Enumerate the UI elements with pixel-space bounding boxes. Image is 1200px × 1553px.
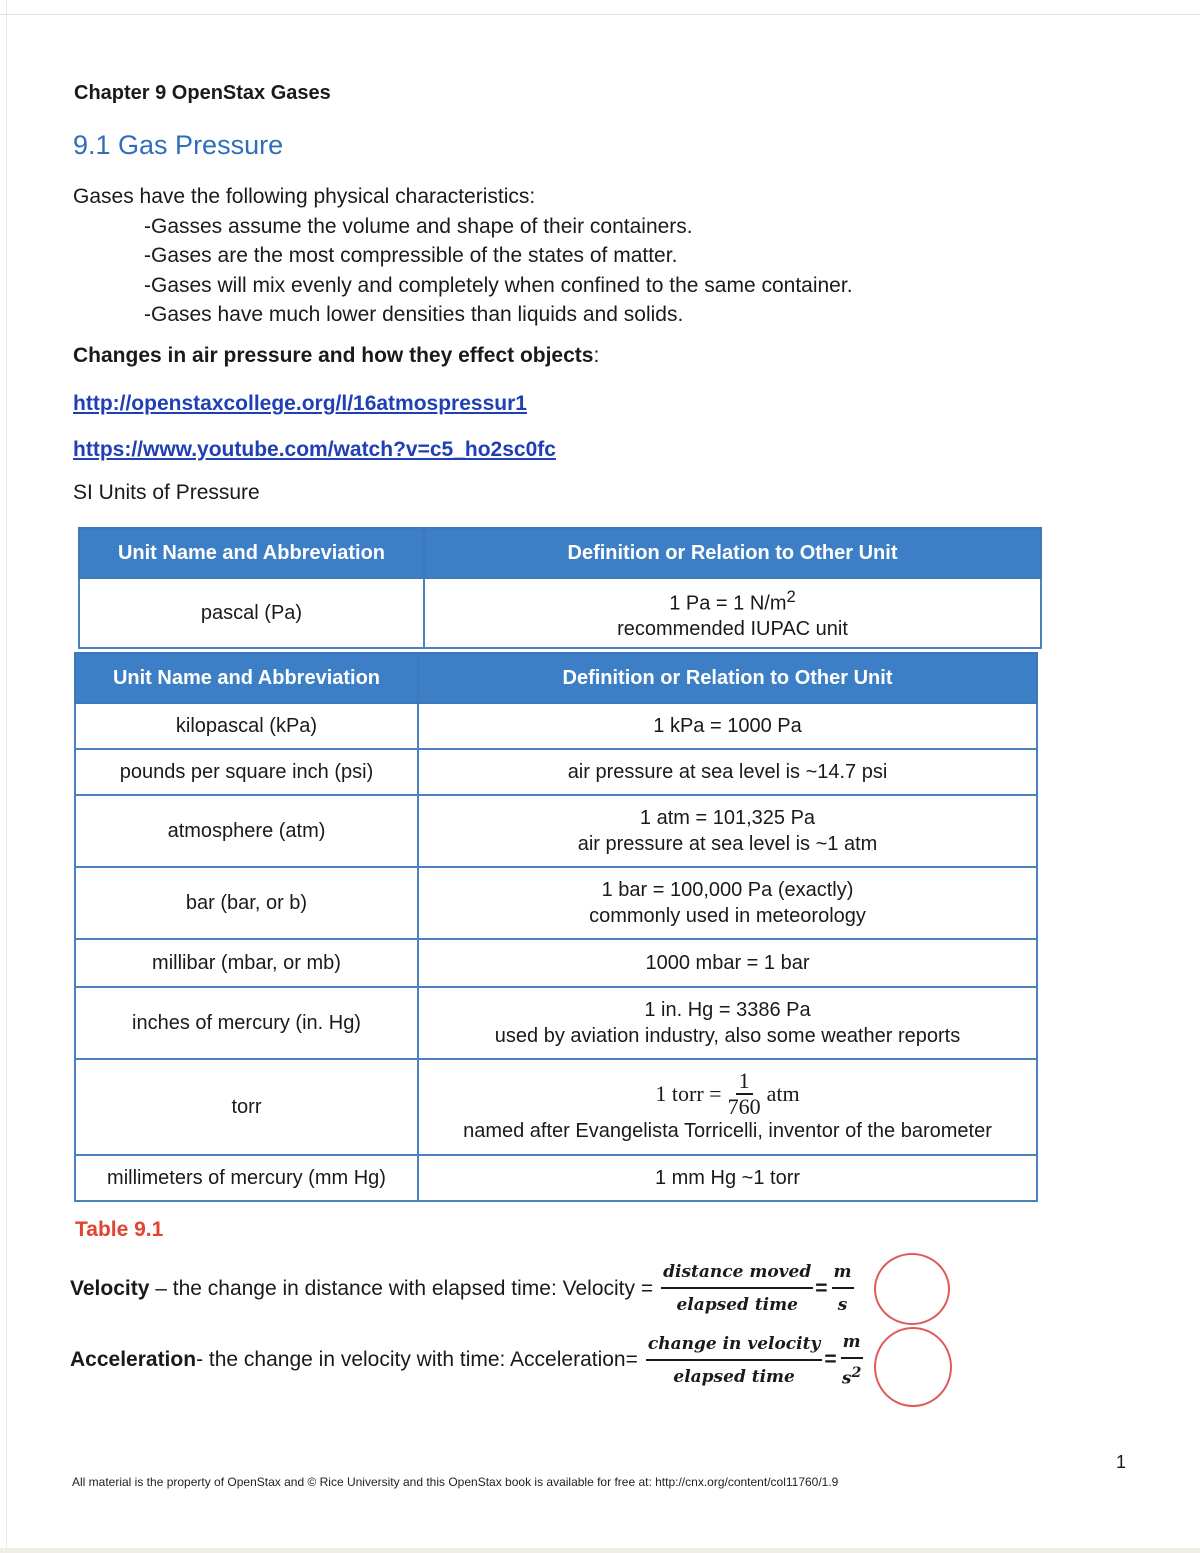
definition-cell — [418, 867, 1037, 939]
table-row — [75, 987, 1037, 1059]
definition-line1: 1 in. Hg = 3386 Pa — [644, 999, 811, 1021]
unit-cell: kilopascal (kPa) — [75, 703, 418, 749]
unit-cell: pounds per square inch (psi) — [75, 749, 418, 795]
table-row — [75, 1155, 1037, 1201]
changes-heading-colon: : — [593, 344, 600, 367]
torr-numerator: 1 — [736, 1070, 753, 1095]
definition-cell — [418, 703, 1037, 749]
characteristic-item: -Gasses assume the volume and shape of their containers. — [144, 214, 693, 238]
acceleration-numerator: change in velocity — [646, 1334, 822, 1361]
table-caption: Table 9.1 — [75, 1218, 164, 1241]
unit-cell: pascal (Pa) — [79, 578, 424, 648]
table-row — [75, 749, 1037, 795]
table-row — [75, 939, 1037, 987]
unit-cell: bar (bar, or b) — [75, 867, 418, 939]
unit-s: s — [841, 1368, 852, 1389]
characteristics-list — [73, 212, 853, 330]
definition-line1: air pressure at sea level is ~14.7 psi — [567, 761, 888, 783]
characteristic-item: -Gases have much lower densities than liquids and solids. — [144, 303, 684, 326]
torr-denominator: 760 — [727, 1094, 761, 1119]
definition-cell — [418, 1155, 1037, 1201]
acceleration-fraction — [646, 1334, 822, 1387]
table-row — [75, 1059, 1037, 1155]
definition-line2: used by aviation industry, also some weather reports — [494, 1025, 961, 1047]
torr-formula-lhs: 1 torr = — [655, 1081, 722, 1106]
scan-edge-bottom — [0, 1548, 1200, 1553]
definition-line2: commonly used in meteorology — [589, 905, 866, 927]
handwritten-circle — [874, 1253, 950, 1325]
velocity-unit-fraction — [832, 1262, 854, 1315]
si-units-table — [78, 527, 1042, 649]
table-row — [75, 867, 1037, 939]
definition-line1: 1 mm Hg ~1 torr — [654, 1167, 801, 1189]
torr-formula-unit: atm — [766, 1081, 800, 1106]
handwritten-circle — [874, 1327, 952, 1407]
definition-cell — [418, 795, 1037, 867]
acceleration-text: - the change in velocity with time: Acceleration= — [196, 1348, 638, 1372]
torr-formula — [425, 1070, 1030, 1118]
acceleration-unit-numerator: m — [841, 1332, 863, 1359]
velocity-definition — [70, 1262, 854, 1315]
chapter-title: Chapter 9 OpenStax Gases — [74, 82, 331, 104]
unit-cell: inches of mercury (in. Hg) — [75, 987, 418, 1059]
scan-edge-top — [0, 14, 1200, 15]
definition-line1: 1 atm = 101,325 Pa — [639, 807, 816, 829]
table-row — [75, 703, 1037, 749]
superscript: 2 — [786, 586, 796, 606]
column-header-definition: Definition or Relation to Other Unit — [424, 528, 1041, 578]
velocity-text: – the change in distance with elapsed time: Velocity = — [149, 1276, 654, 1300]
definition-line2: named after Evangelista Torricelli, inventor of the barometer — [463, 1120, 992, 1142]
column-header-unit: Unit Name and Abbreviation — [79, 528, 424, 578]
definition-cell — [418, 749, 1037, 795]
characteristic-item: -Gases will mix evenly and completely when confined to the same container. — [144, 273, 853, 297]
acceleration-term: Acceleration — [70, 1348, 197, 1372]
acceleration-equals: = — [824, 1348, 837, 1372]
column-header-definition: Definition or Relation to Other Unit — [418, 653, 1037, 703]
definition-cell — [424, 578, 1041, 648]
definition-cell — [418, 987, 1037, 1059]
footer-attribution: All material is the property of OpenStax and © Rice University and this OpenStax book is available for free at: http://cnx.org/content/col11760/1.9 — [72, 1475, 839, 1489]
definition-line1 — [431, 584, 1034, 617]
table-header-row — [79, 528, 1041, 578]
definition-line2: recommended IUPAC unit — [617, 618, 848, 641]
torr-fraction — [728, 1070, 761, 1118]
table-row — [79, 578, 1041, 648]
velocity-term: Velocity — [70, 1276, 150, 1300]
page-number: 1 — [1116, 1452, 1127, 1472]
intro-text: Gases have the following physical characteristics: — [73, 185, 536, 208]
characteristic-item: -Gases are the most compressible of the states of matter. — [144, 244, 678, 267]
scan-edge-left — [6, 0, 7, 1553]
definition-line2: air pressure at sea level is ~1 atm — [577, 833, 878, 855]
superscript: 2 — [851, 1365, 862, 1381]
table-row — [75, 795, 1037, 867]
definition-cell — [418, 939, 1037, 987]
velocity-fraction — [661, 1262, 813, 1315]
definition-line1: 1000 mbar = 1 bar — [645, 952, 810, 974]
other-units-table — [74, 652, 1038, 1202]
acceleration-definition — [70, 1332, 863, 1389]
changes-heading — [73, 344, 599, 368]
unit-cell: atmosphere (atm) — [75, 795, 418, 867]
openstax-link[interactable]: http://openstaxcollege.org/l/16atmospressur1 — [73, 392, 527, 415]
unit-cell: millibar (mbar, or mb) — [75, 939, 418, 987]
velocity-denominator: elapsed time — [676, 1295, 798, 1315]
si-units-label: SI Units of Pressure — [73, 481, 260, 504]
velocity-equals: = — [815, 1276, 828, 1300]
unit-cell: millimeters of mercury (mm Hg) — [75, 1155, 418, 1201]
intro-block — [73, 182, 853, 330]
acceleration-denominator: elapsed time — [673, 1366, 795, 1387]
velocity-numerator: distance moved — [661, 1262, 813, 1289]
table-header-row — [75, 653, 1037, 703]
youtube-link[interactable]: https://www.youtube.com/watch?v=c5_ho2sc0fc — [73, 438, 556, 461]
definition-cell — [418, 1059, 1037, 1155]
velocity-unit-numerator: m — [832, 1262, 854, 1289]
section-title: 9.1 Gas Pressure — [73, 130, 284, 160]
acceleration-unit-denominator — [842, 1359, 861, 1389]
definition-line1: 1 bar = 100,000 Pa (exactly) — [601, 879, 854, 901]
column-header-unit: Unit Name and Abbreviation — [75, 653, 418, 703]
velocity-unit-denominator: s — [837, 1295, 848, 1315]
definition-line1: 1 kPa = 1000 Pa — [653, 715, 802, 737]
changes-heading-text: Changes in air pressure and how they effect objects — [73, 344, 594, 367]
pascal-definition: 1 Pa = 1 N/m — [669, 592, 787, 615]
unit-cell: torr — [75, 1059, 418, 1155]
acceleration-unit-fraction — [841, 1332, 863, 1389]
